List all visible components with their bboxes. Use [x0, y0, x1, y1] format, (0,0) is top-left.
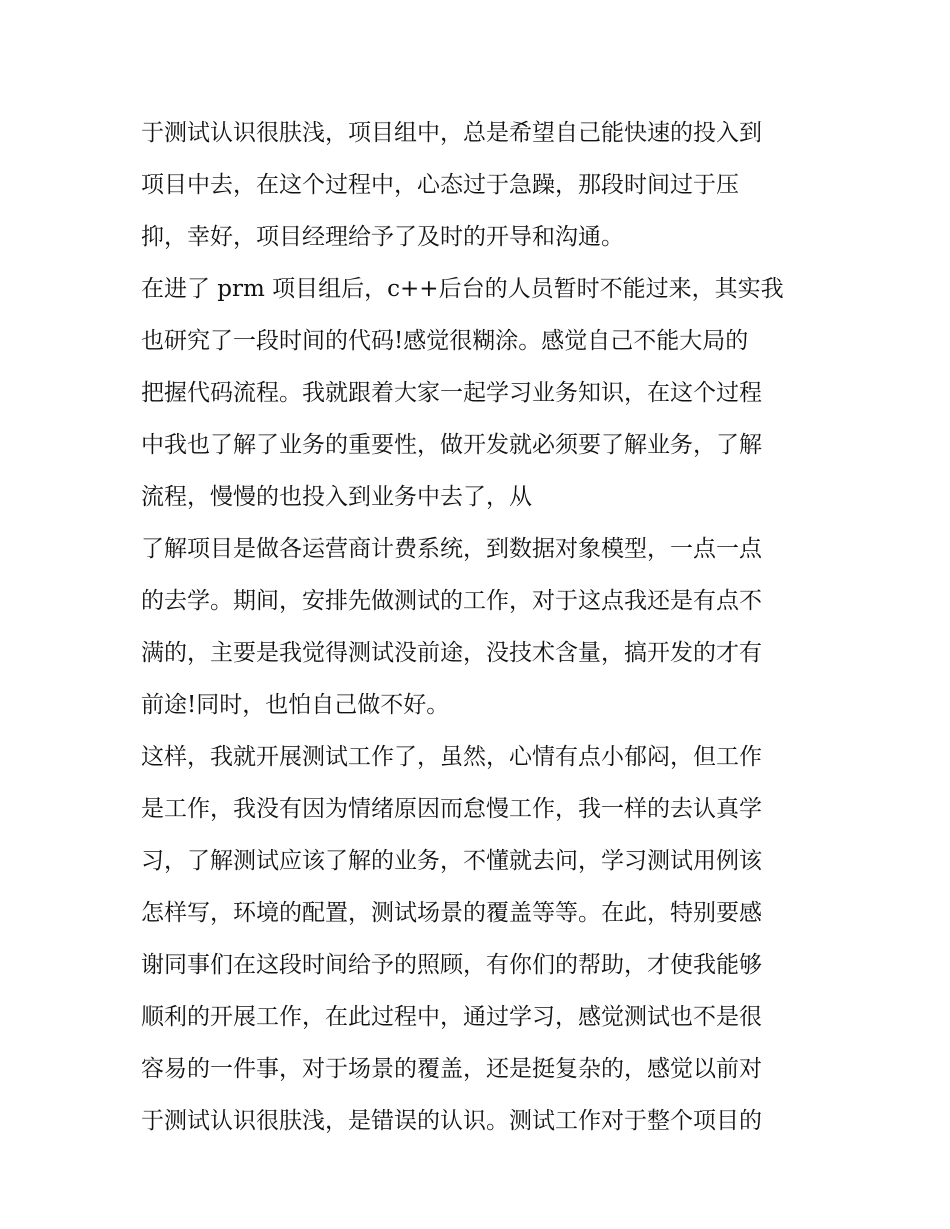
text-line: 顺利的开展工作，在此过程中，通过学习，感觉测试也不是很 — [141, 1004, 762, 1030]
text-line: 前途!同时，也怕自己做不好。 — [141, 692, 450, 718]
text-line: 于测试认识很肤浅，项目组中，总是希望自己能快速的投入到 — [141, 120, 762, 146]
text-line: 的去学。期间，安排先做测试的工作，对于这点我还是有点不 — [141, 588, 762, 614]
text-line: 谢同事们在这段时间给予的照顾，有你们的帮助，才使我能够 — [141, 952, 762, 978]
document-body — [141, 107, 821, 1147]
text-line: 项目中去，在这个过程中，心态过于急躁，那段时间过于压 — [141, 172, 739, 198]
text-line: 中我也了解了业务的重要性，做开发就必须要了解业务，了解 — [141, 432, 762, 458]
text-line: 满的，主要是我觉得测试没前途，没技术含量，搞开发的才有 — [141, 640, 762, 666]
text-line: 抑，幸好，项目经理给予了及时的开导和沟通。 — [141, 224, 624, 250]
text-line: 在进了 prm 项目组后，c++后台的人员暂时不能过来，其实我 — [141, 276, 784, 302]
text-line: 也研究了一段时间的代码!感觉很糊涂。感觉自己不能大局的 — [141, 328, 749, 354]
text-line: 习，了解测试应该了解的业务，不懂就去问，学习测试用例该 — [141, 848, 762, 874]
text-line: 流程，慢慢的也投入到业务中去了，从 — [141, 484, 532, 510]
text-line: 了解项目是做各运营商计费系统，到数据对象模型，一点一点 — [141, 536, 762, 562]
text-line: 是工作，我没有因为情绪原因而怠慢工作，我一样的去认真学 — [141, 796, 762, 822]
paragraph-1 — [141, 107, 821, 263]
text-line: 于测试认识很肤浅，是错误的认识。测试工作对于整个项目的 — [141, 1108, 762, 1134]
paragraph-4 — [141, 731, 821, 1147]
text-line: 容易的一件事，对于场景的覆盖，还是挺复杂的，感觉以前对 — [141, 1056, 762, 1082]
text-line: 把握代码流程。我就跟着大家一起学习业务知识，在这个过程 — [141, 380, 762, 406]
paragraph-3 — [141, 523, 821, 731]
paragraph-2 — [141, 263, 821, 523]
text-line: 这样，我就开展测试工作了，虽然，心情有点小郁闷，但工作 — [141, 744, 762, 770]
text-line: 怎样写，环境的配置，测试场景的覆盖等等。在此，特别要感 — [141, 900, 762, 926]
